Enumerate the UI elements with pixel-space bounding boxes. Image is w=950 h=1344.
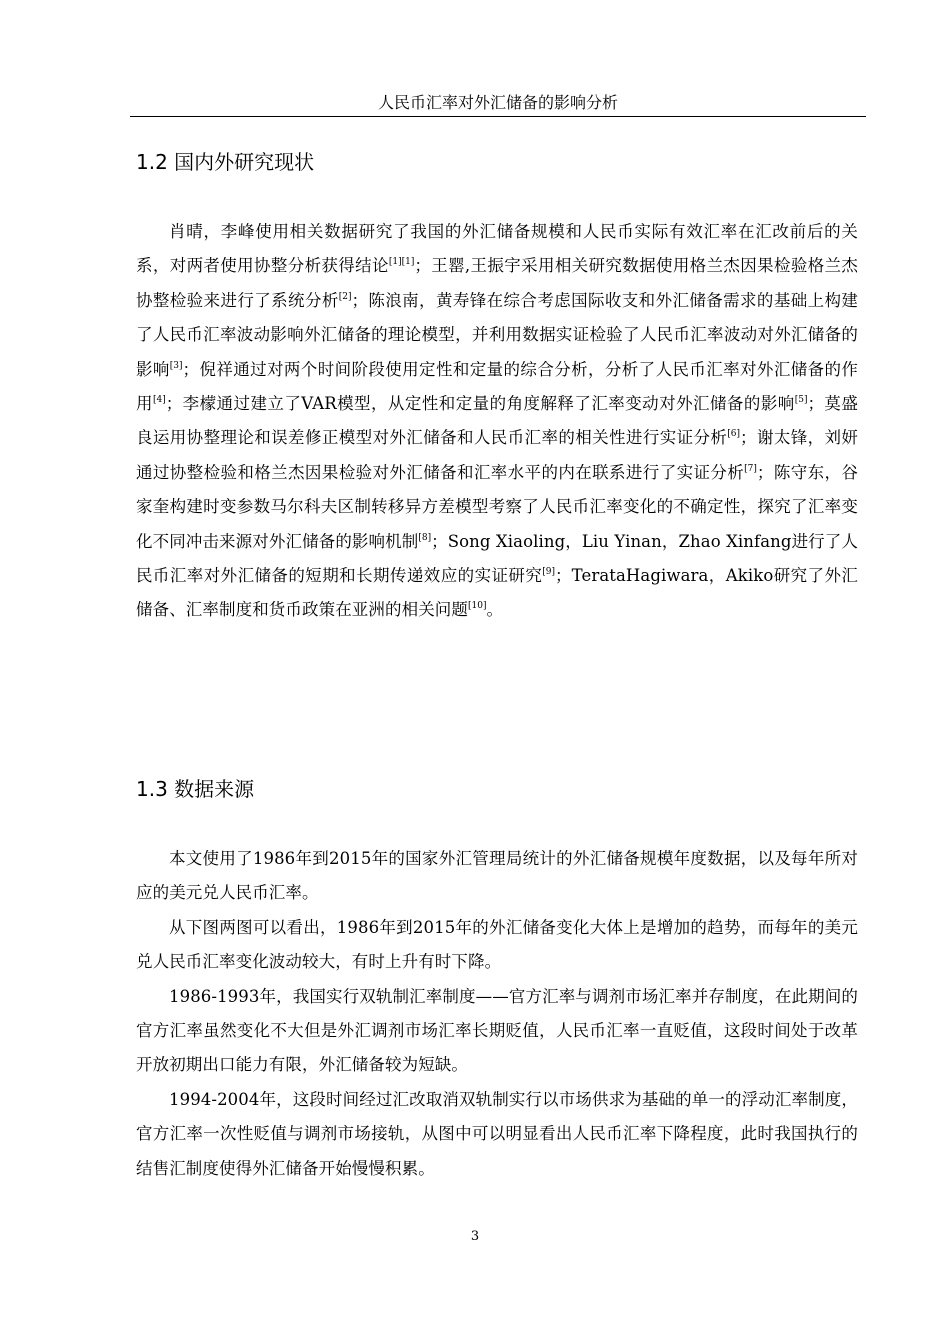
text-run: 。 [486,600,504,620]
citation-ref: [10] [468,601,487,612]
section-heading-1-2: 1.2 国内外研究现状 [136,150,315,174]
section-1-3-body [136,842,858,1186]
text-run: ；TerataHagiwara，Akiko研究了外汇储备、汇率制度和货币政策在亚洲的相关问题 [136,566,859,620]
citation-ref: [5] [794,395,808,406]
text-run: ；倪祥通过对两个时间阶段使用定性和定量的综合分析，分析了人民币汇率对外汇储备的作用 [136,359,859,414]
paragraph-1986-1993: 1986-1993年，我国实行双轨制汇率制度——官方汇率与调剂市场汇率并存制度，在此期间的官方汇率虽然变化不大但是外汇调剂市场汇率长期贬值，人民币汇率一直贬值，这段时间处于改革开放初期出口能力有限，外汇储备较为短缺。 [136,986,858,1075]
citation-ref: [7] [744,463,757,474]
section-heading-1-3: 1.3 数据来源 [136,777,255,801]
header-title: 人民币汇率对外汇储备的影响分析 [377,93,618,112]
text-run: ；陈守东，谷家奎构建时变参数马尔科夫区制转移异方差模型考察了人民币汇率变化的不确定性，探究了汇率变化不同冲击来源对外汇储备的影响机制 [136,462,858,551]
citation-ref: [4] [152,395,166,406]
text-run: 肖晴，李峰使用相关数据研究了我国的外汇储备规模和人民币实际有效汇率在汇改前后的关系，对两者使用协整分析获得结论 [136,222,858,276]
citation-ref: [6] [727,429,741,440]
text-run: ；谢太锋，刘妍通过协整检验和格兰杰因果检验对外汇储备和汇率水平的内在联系进行了实证分析 [136,428,859,482]
paragraph-1994-2004: 1994-2004年，这段时间经过汇改取消双轨制实行以市场供求为基础的单一的浮动汇率制度，官方汇率一次性贬值与调剂市场接轨，从图中可以明显看出人民币汇率下降程度，此时我国执行的结售汇制度使得外汇储备开始慢慢积累。 [136,1089,858,1178]
text-run: ；莫盛良运用协整理论和误差修正模型对外汇储备和人民币汇率的相关性进行实证分析 [136,394,858,448]
citation-ref: [3] [169,360,183,371]
paragraph-trend-overview: 从下图两图可以看出，1986年到2015年的外汇储备变化大体上是增加的趋势，而每年的美元兑人民币汇率变化波动较大，有时上升有时下降。 [136,917,858,972]
running-header [130,92,866,117]
section-1-2-body [136,215,858,628]
citation-ref: [9] [542,567,556,578]
literature-review-paragraph [136,215,858,628]
paragraph-data-description: 本文使用了1986年到2015年的国家外汇管理局统计的外汇储备规模年度数据，以及每年所对应的美元兑人民币汇率。 [136,849,858,903]
text-run: ；李檬通过建立了VAR模型，从定性和定量的角度解释了汇率变动对外汇储备的影响 [165,394,795,414]
citation-ref: [2] [338,291,352,302]
text-run: ；陈浪南，黄寿锋在综合考虑国际收支和外汇储备需求的基础上构建了人民币汇率波动影响外汇储备的理论模型，并利用数据实证检验了人民币汇率波动对外汇储备的影响 [136,290,859,379]
page-number: 3 [470,1229,480,1244]
text-run: ；Song Xiaoling，Liu Yinan，Zhao Xinfang进行了人民币汇率对外汇储备的短期和长期传递效应的实证研究 [136,531,859,586]
citation-ref: [1][1] [388,257,415,268]
citation-ref: [8] [418,532,432,543]
text-run: ；王罂,王振宇采用相关研究数据使用格兰杰因果检验格兰杰协整检验来进行了系统分析 [136,256,858,310]
